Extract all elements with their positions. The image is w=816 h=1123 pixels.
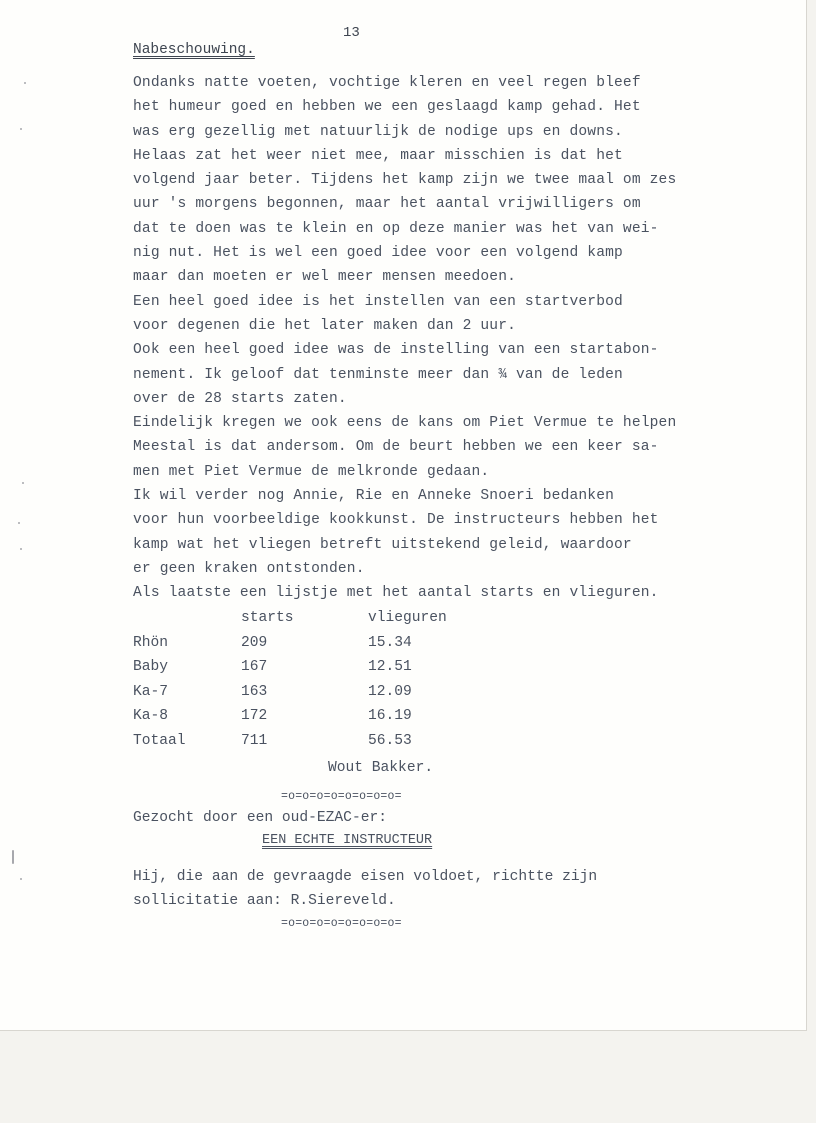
table-row [133,704,412,729]
table-cell: 12.09 [368,683,412,700]
margin-speck [20,548,22,550]
margin-speck [22,482,24,484]
table-header-cell: starts [241,610,294,626]
body-line: Ondanks natte voeten, vochtige kleren en veel regen bleef [133,75,641,91]
table-cell: Rhön [133,634,169,651]
signature: Wout Bakker. [328,760,434,776]
body-line: nement. Ik geloof dat tenminste meer dan ¾ van de leden [133,366,623,383]
closing-line: sollicitatie aan: R.Siereveld. [133,893,396,910]
page-heading: Nabeschouwing. [133,42,255,58]
margin-speck [24,82,26,84]
margin-speck [18,522,20,524]
table-cell: 711 [241,732,268,749]
body-line: Helaas zat het weer niet mee, maar misschien is dat het [133,147,623,164]
body-line: volgend jaar beter. Tijdens het kamp zijn we twee maal om zes [133,172,677,189]
body-line: Ook een heel goed idee was de instelling van een startabon- [133,342,659,359]
table-cell: 172 [241,708,268,724]
body-line: voor hun voorbeeldige kookkunst. De instructeurs hebben het [133,512,659,529]
body-line: was erg gezellig met natuurlijk de nodige ups en downs. [133,123,623,140]
body-line: over de 28 starts zaten. [133,390,347,407]
divider-end: =o=o=o=o=o=o=o=o= [281,917,402,930]
table-cell: 56.53 [368,732,412,749]
margin-speck [20,878,22,880]
starts-table [133,606,447,753]
table-cell: Totaal [133,732,186,749]
body-line: voor degenen die het later maken dan 2 uur. [133,317,517,334]
table-header-row [133,606,447,631]
table-cell: 209 [241,634,268,651]
body-line: Ik wil verder nog Annie, Rie en Anneke Snoeri bedanken [133,488,615,505]
divider: =o=o=o=o=o=o=o=o= [281,790,402,803]
closing-text [133,865,597,914]
body-line: Eindelijk kregen we ook eens de kans om Piet Vermue te helpen [133,415,677,432]
table-row [133,655,412,680]
margin-speck [20,128,22,130]
table-cell: 167 [241,659,268,675]
body-text [133,71,676,606]
closing-line: Hij, die aan de gevraagde eisen voldoet, richtte zijn [133,869,598,885]
subheading: EEN ECHTE INSTRUCTEUR [262,833,433,848]
body-line: Een heel goed idee is het instellen van een startverbod [133,293,623,310]
page-number: 13 [343,25,360,41]
table-row-total [133,729,412,754]
body-line: Meestal is dat andersom. Om de beurt hebben we een keer sa- [133,439,659,456]
body-line: kamp wat het vliegen betreft uitstekend geleid, waardoor [133,536,632,553]
body-line: er geen kraken ontstonden. [133,560,365,577]
table-cell: Ka-8 [133,708,169,724]
sought-line: Gezocht door een oud-EZAC-er: [133,810,387,826]
body-line: men met Piet Vermue de melkronde gedaan. [133,463,490,480]
table-cell: Baby [133,659,169,675]
table-row [133,680,412,705]
table-row [133,631,412,656]
table-cell: 12.51 [368,659,412,675]
table-cell: Ka-7 [133,683,169,700]
table-header-cell: vlieguren [368,610,447,626]
table-cell: 163 [241,683,268,700]
body-line: Als laatste een lijstje met het aantal starts en vlieguren. [133,585,659,602]
margin-speck [12,850,14,864]
body-line: uur 's morgens begonnen, maar het aantal vrijwilligers om [133,196,641,213]
body-line: het humeur goed en hebben we een geslaagd kamp gehad. Het [133,99,641,116]
body-line: maar dan moeten er wel meer mensen meedoen. [133,269,517,286]
body-line: nig nut. Het is wel een goed idee voor een volgend kamp [133,245,623,262]
table-cell: 15.34 [368,634,412,651]
body-line: dat te doen was te klein en op deze manier was het van wei- [133,220,659,237]
table-cell: 16.19 [368,708,412,724]
